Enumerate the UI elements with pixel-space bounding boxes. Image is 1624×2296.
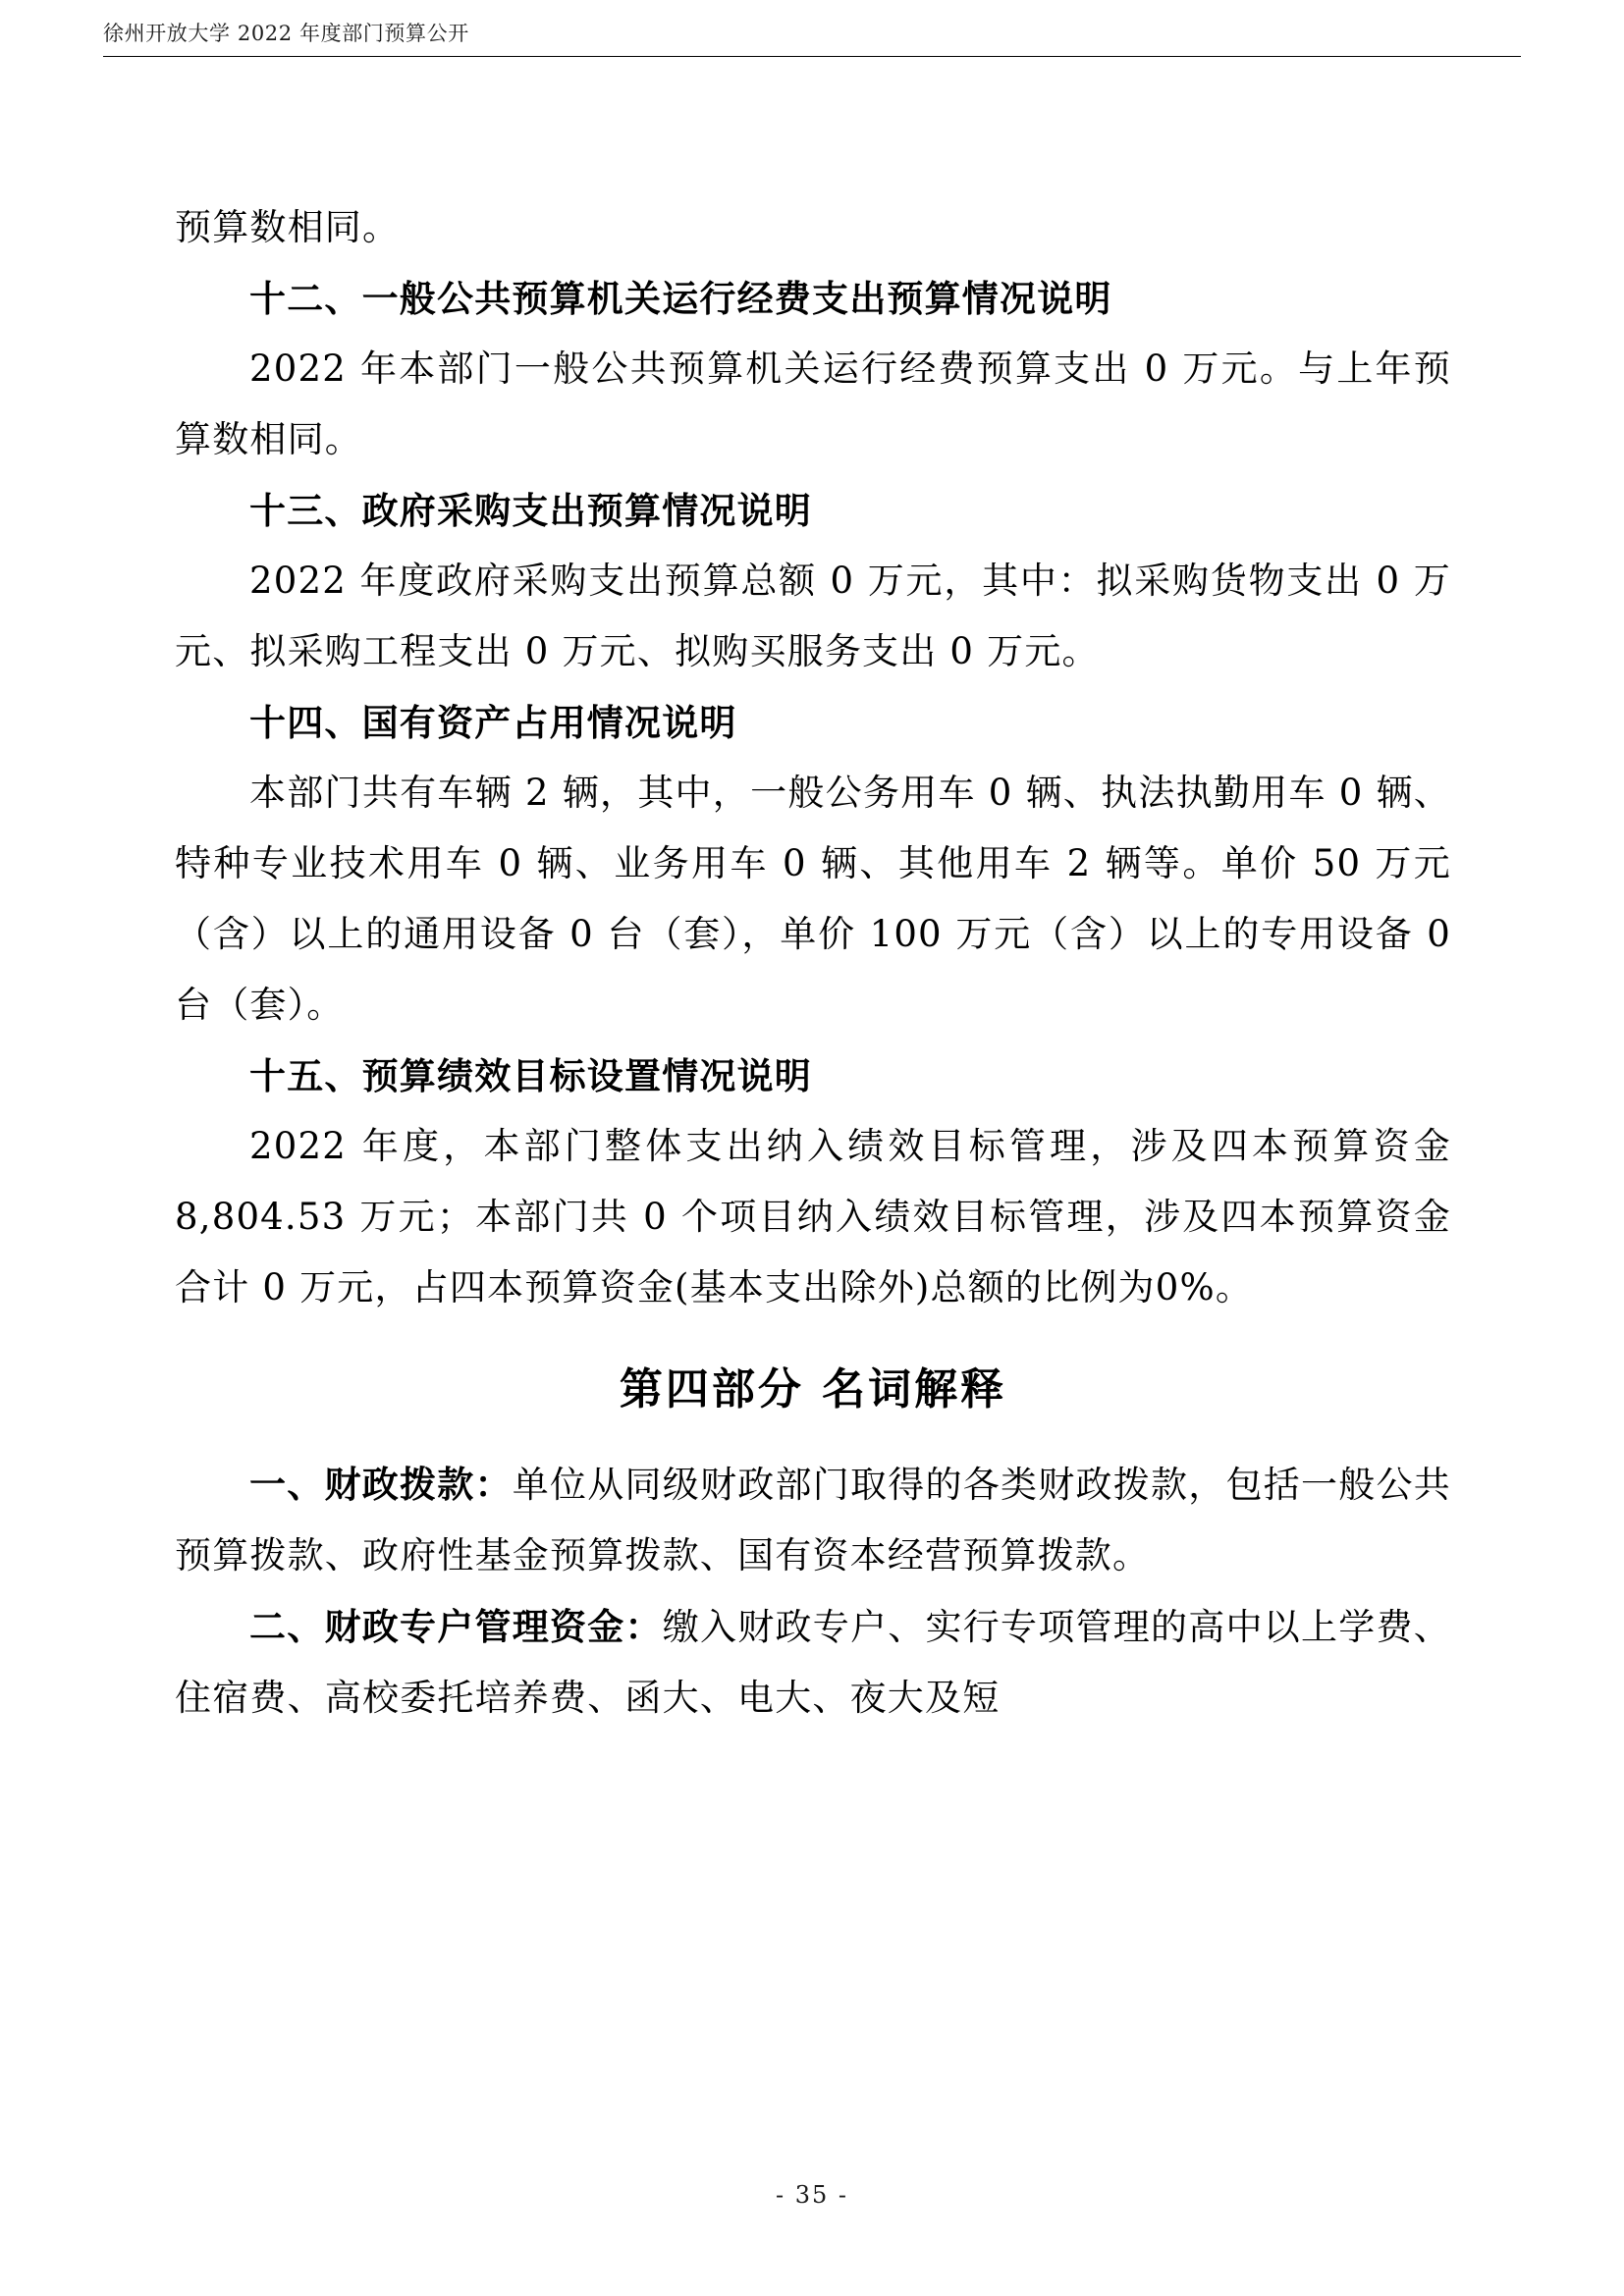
section-heading-14: 十四、国有资产占用情况说明 [249, 701, 737, 744]
page-footer [0, 2181, 1624, 2209]
term-label-1: 一、财政拨款： [249, 1463, 513, 1506]
section-paragraph-15: 2022 年度，本部门整体支出纳入绩效目标管理，涉及四本预算资金 8,804.53 万元；本部门共 0 个项目纳入绩效目标管理，涉及四本预算资金合计 0 万元，占四本预算资金(基本支出除外)总额的比例为0%。 [175, 1125, 1451, 1308]
section-heading-13: 十三、政府采购支出预算情况说明 [249, 489, 812, 532]
part-title: 第四部分 名词解释 [619, 1364, 1007, 1415]
section-paragraph-14: 本部门共有车辆 2 辆，其中，一般公务用车 0 辆、执法执勤用车 0 辆、特种专业技术用车 0 辆、业务用车 0 辆、其他用车 2 辆等。单价 50 万元（含）以上的通用设备 0 台（套），单价 100 万元（含）以上的专用设备 0 台（套）。 [175, 772, 1451, 1026]
section-paragraph-12: 2022 年本部门一般公共预算机关运行经费预算支出 0 万元。与上年预算数相同。 [175, 347, 1451, 460]
header-divider [103, 56, 1521, 57]
term-entry-1 [175, 1449, 1451, 1591]
term-entry-2 [175, 1591, 1451, 1734]
section-heading-15: 十五、预算绩效目标设置情况说明 [249, 1054, 812, 1097]
term-definition-1: 单位从同级财政部门取得的各类财政拨款，包括一般公共预算拨款、政府性基金预算拨款、国有资本经营预算拨款。 [175, 1464, 1451, 1576]
document-body [175, 192, 1451, 1734]
running-title: 徐州开放大学 2022 年度部门预算公开 [103, 22, 469, 45]
page-header [103, 22, 1521, 57]
term-label-2: 二、财政专户管理资金： [249, 1605, 663, 1648]
term-definition-2: 缴入财政专户、实行专项管理的高中以上学费、住宿费、高校委托培养费、函大、电大、夜大及短 [175, 1606, 1451, 1719]
section-paragraph-13: 2022 年度政府采购支出预算总额 0 万元，其中：拟采购货物支出 0 万元、拟采购工程支出 0 万元、拟购买服务支出 0 万元。 [175, 560, 1451, 672]
continued-paragraph: 预算数相同。 [175, 206, 401, 248]
page-number: - 35 - [775, 2181, 848, 2209]
section-heading-12: 十二、一般公共预算机关运行经费支出预算情况说明 [249, 277, 1112, 320]
